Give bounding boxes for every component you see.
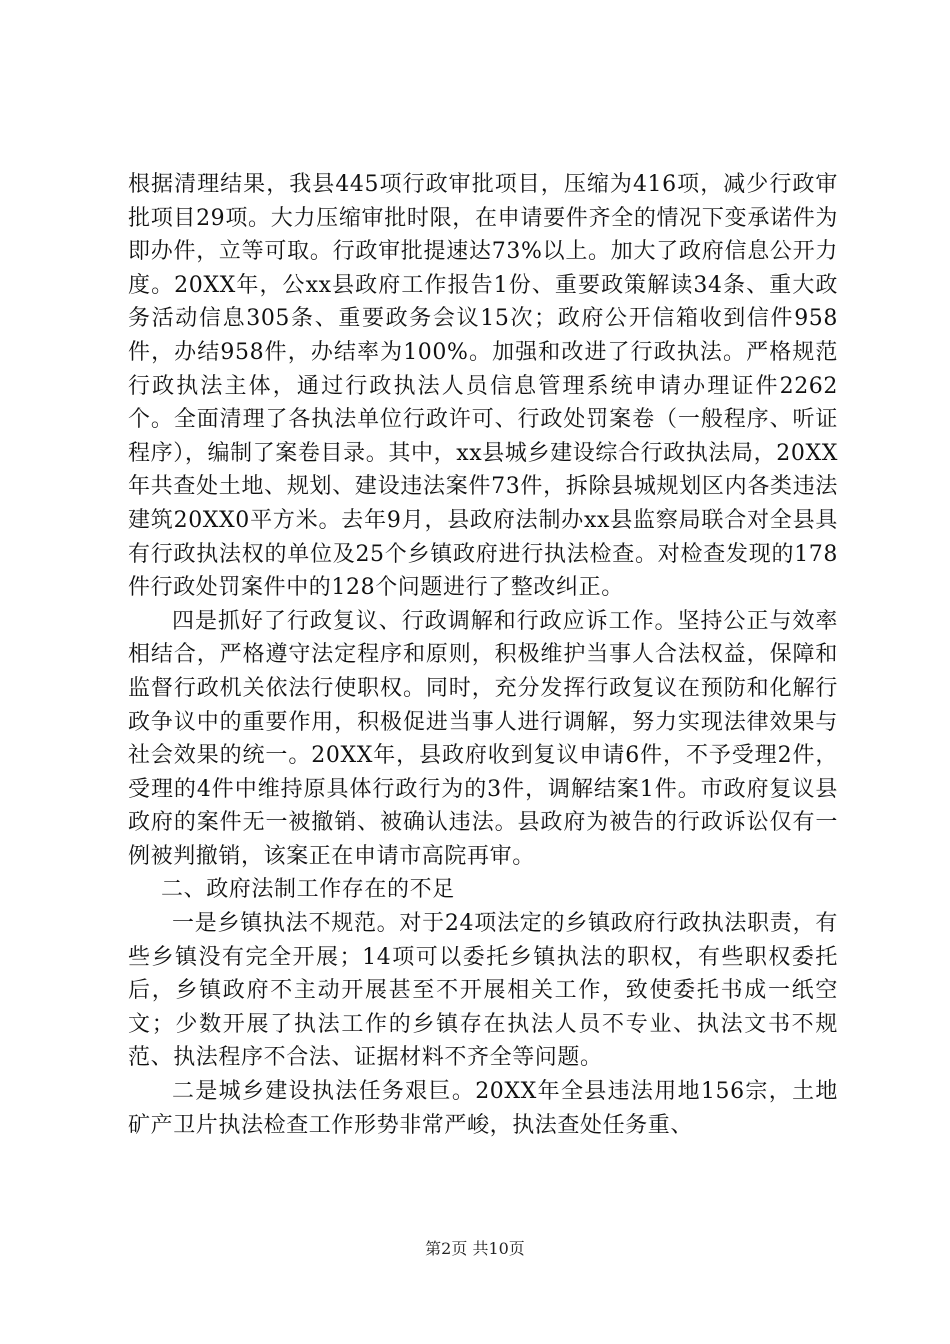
paragraph-township-enforcement: 一是乡镇执法不规范。对于24项法定的乡镇政府行政执法职责，有些乡镇没有完全开展；14项可以委托乡镇执法的职权，有些职权委托后，乡镇政府不主动开展甚至不开展相关工作，致使委托书成一纸空文；少数开展了执法工作的乡镇存在执法人员不专业、执法文书不规范、执法程序不合法、证据材料不齐全等问题。 (128, 911, 838, 1071)
document-body (128, 168, 838, 1142)
paragraph-review-and-litigation: 四是抓好了行政复议、行政调解和行政应诉工作。坚持公正与效率相结合，严格遵守法定程序和原则，积极维护当事人合法权益，保障和监督行政机关依法行使职权。同时，充分发挥行政复议在预防和化解行政争议中的重要作用，积极促进当事人进行调解，努力实现法律效果与社会效果的统一。20XX年，县政府收到复议申请6件，不予受理2件，受理的4件中维持原具体行政行为的3件，调解结案1件。市政府复议县政府的案件无一被撤销、被确认违法。县政府为被告的行政诉讼仅有一例被判撤销，该案正在申请市高院再审。 (128, 608, 838, 869)
section-heading-shortcomings: 二、政府法制工作存在的不足 (161, 877, 455, 903)
page-number-footer: 第2页 共10页 (425, 1239, 525, 1258)
paragraph-continuation: 根据清理结果，我县445项行政审批项目，压缩为416项，减少行政审批项目29项。大力压缩审批时限，在申请要件齐全的情况下变承诺件为即办件，立等可取。行政审批提速达73%以上。加大了政府信息公开力度。20XX年，公xx县政府工作报告1份、重要政策解读34条、重大政务活动信息305条、重要政务会议15次；政府公开信箱收到信件958件，办结958件，办结率为100%。加强和改进了行政执法。严格规范行政执法主体，通过行政执法人员信息管理系统申请办理证件2262个。全面清理了各执法单位行政许可、行政处罚案卷（一般程序、听证程序），编制了案卷目录。其中，xx县城乡建设综合行政执法局，20XX年共查处土地、规划、建设违法案件73件，拆除县城规划区内各类违法建筑20XX0平方米。去年9月，县政府法制办xx县监察局联合对全县具有行政执法权的单位及25个乡镇政府进行执法检查。对检查发现的178件行政处罚案件中的128个问题进行了整改纠正。 (128, 172, 838, 601)
paragraph-urban-rural-enforcement: 二是城乡建设执法任务艰巨。20XX年全县违法用地156宗，土地矿产卫片执法检查工作形势非常严峻，执法查处任务重、 (128, 1079, 838, 1138)
